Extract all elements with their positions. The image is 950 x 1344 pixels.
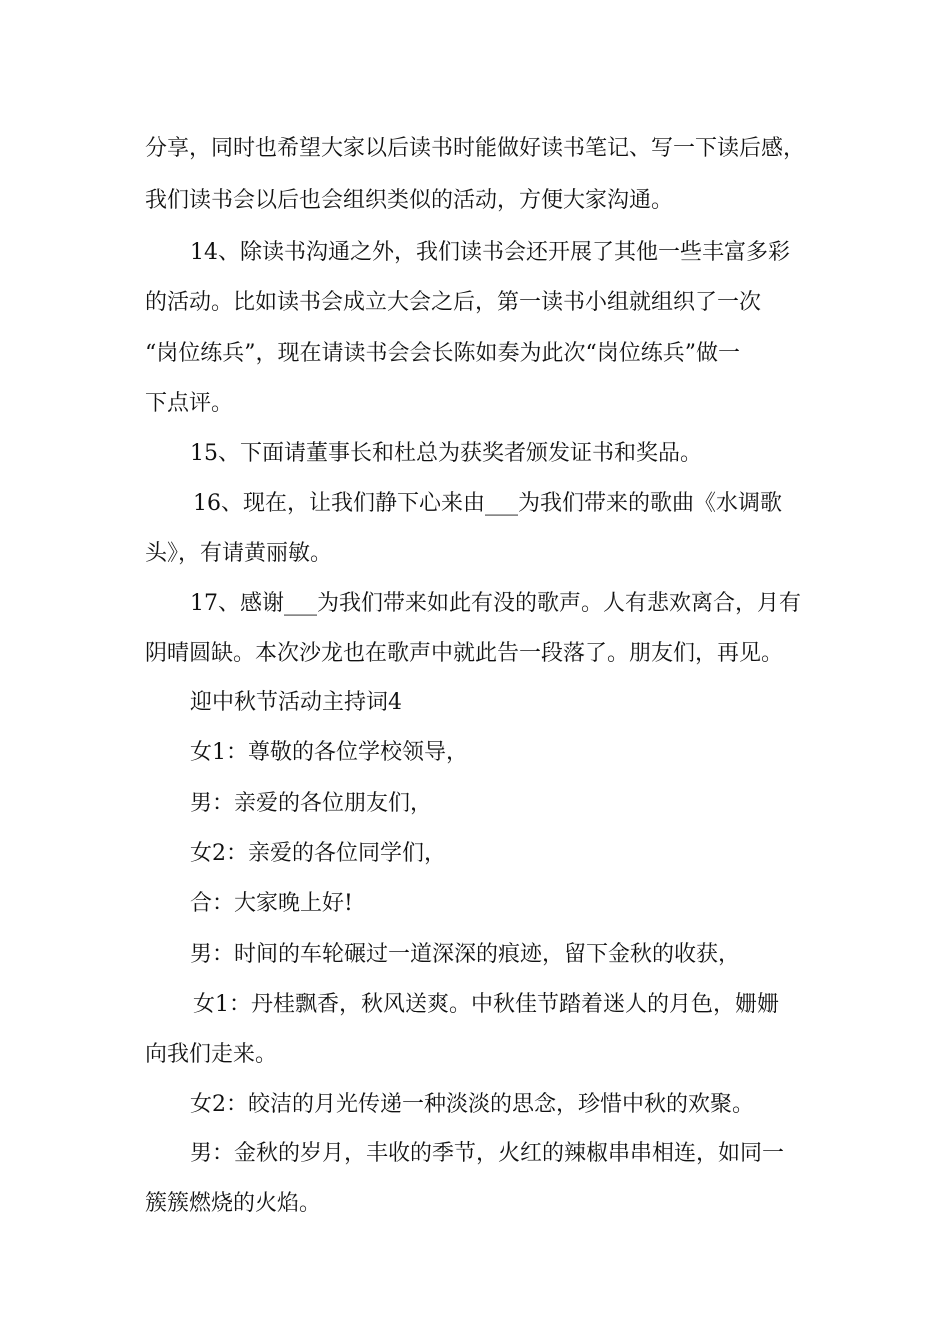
text-line: 女2：皎洁的月光传递一种淡淡的思念，珍惜中秋的欢聚。 (190, 1092, 754, 1117)
text-line: 头》，有请黄丽敏。 (145, 541, 333, 566)
section-heading: 迎中秋节活动主持词4 (190, 690, 402, 715)
text-line: 女2：亲爱的各位同学们， (190, 841, 446, 866)
text-line: 15、下面请董事长和杜总为获奖者颁发证书和奖品。 (190, 441, 702, 466)
text-line: 分享，同时也希望大家以后读书时能做好读书笔记、写一下读后感， (145, 136, 806, 161)
text-line: “岗位练兵”，现在请读书会会长陈如奏为此次“岗位练兵”做一 (145, 341, 740, 366)
text-line: 合：大家晚上好! (190, 891, 353, 916)
text-line: 下点评。 (145, 391, 234, 416)
text-line: 16、现在，让我们静下心来由___为我们带来的歌曲《水调歌 (193, 491, 782, 516)
text-line: 男：金秋的岁月，丰收的季节，火红的辣椒串串相连，如同一 (190, 1141, 785, 1166)
text-line: 14、除读书沟通之外，我们读书会还开展了其他一些丰富多彩 (190, 240, 790, 265)
text-line: 向我们走来。 (145, 1042, 278, 1067)
text-line: 的活动。比如读书会成立大会之后，第一读书小组就组织了一次 (145, 290, 762, 315)
text-line: 我们读书会以后也会组织类似的活动，方便大家沟通。 (145, 188, 674, 213)
text-line: 阴晴圆缺。本次沙龙也在歌声中就此告一段落了。朋友们，再见。 (145, 641, 784, 666)
text-line: 17、感谢___为我们带来如此有没的歌声。人有悲欢离合，月有 (190, 591, 801, 616)
text-line: 女1：尊敬的各位学校领导， (190, 740, 468, 765)
text-line: 男：亲爱的各位朋友们， (190, 791, 433, 816)
text-line: 男：时间的车轮碾过一道深深的痕迹，留下金秋的收获， (190, 942, 741, 967)
text-line: 簇簇燃烧的火焰。 (145, 1191, 322, 1216)
text-line: 女1：丹桂飘香，秋风送爽。中秋佳节踏着迷人的月色，姗姗 (193, 992, 779, 1017)
